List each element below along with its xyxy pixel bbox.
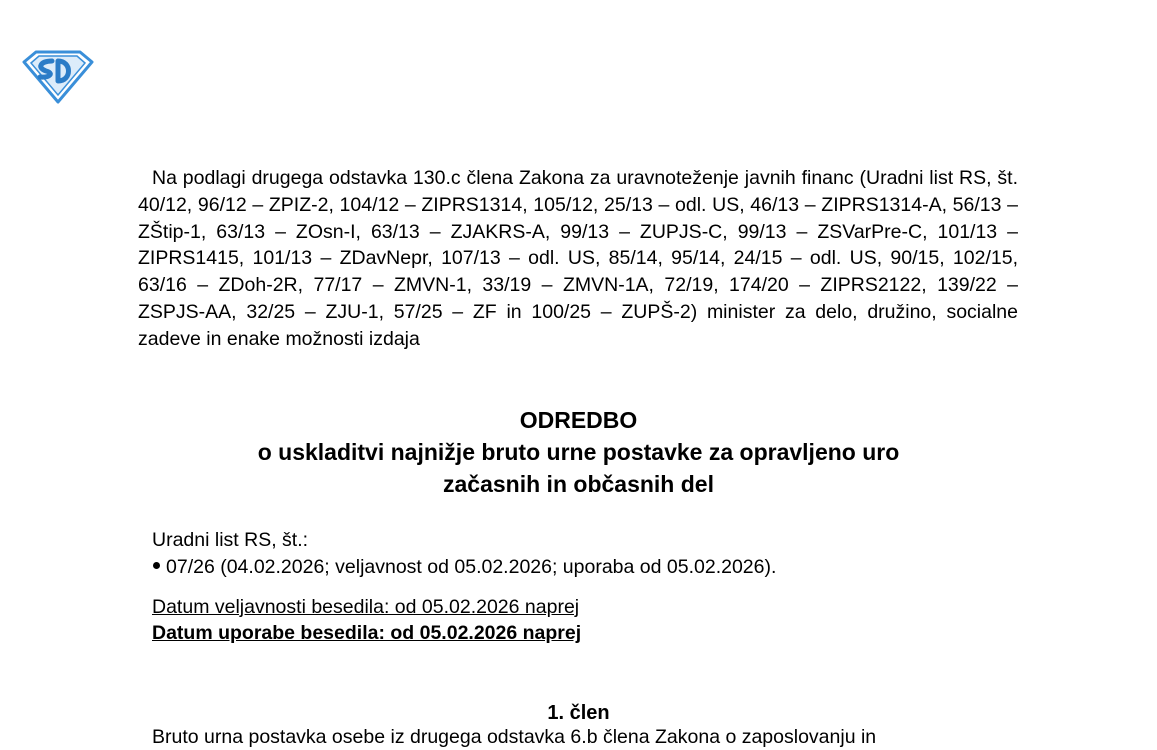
document-title <box>0 404 1157 500</box>
sd-shield-logo-icon <box>22 50 94 104</box>
gazette-entry-text: 07/26 (04.02.2026; veljavnost od 05.02.2026; uporaba od 05.02.2026). <box>166 556 777 578</box>
article-heading: 1. člen <box>547 702 610 724</box>
title-line-1: ODREDBO <box>519 407 638 433</box>
intro-paragraph: Na podlagi drugega odstavka 130.c člena Zakona za uravnoteženje javnih financ (Uradni list RS, št. 40/12, 96/12 – ZPIZ-2, 104/12 – ZIPRS1314, 105/12, 25/13 – odl. US, 46/13 – ZIPRS1314-A, 56/13 – ZŠtip-1, 63/13 – ZOsn-I, 63/13 – ZJAKRS-A, 99/13 – ZUPJS-C, 99/13 – ZSVarPre-C, 101/13 – ZIPRS1415, 101/13 – ZDavNepr, 107/13 – odl. US, 85/14, 95/14, 24/15 – odl. US, 90/15, 102/15, 63/16 – ZDoh-2R, 77/17 – ZMVN-1, 33/19 – ZMVN-1A, 72/19, 174/20 – ZIPRS2122, 139/22 – ZSPJS-AA, 32/25 – ZJU-1, 57/25 – ZF in 100/25 – ZUPŠ-2) minister za delo, družino, socialne zadeve in enake možnosti izdaja <box>138 167 1018 350</box>
validity-date: Datum veljavnosti besedila: od 05.02.2026 naprej <box>152 596 580 618</box>
application-date: Datum uporabe besedila: od 05.02.2026 naprej <box>152 622 582 644</box>
gazette-entry <box>152 554 776 581</box>
title-line-3: začasnih in občasnih del <box>443 471 714 497</box>
title-line-2: o uskladitvi najnižje bruto urne postavke za opravljeno uro <box>257 439 900 465</box>
gazette-label: Uradni list RS, št.: <box>152 529 309 551</box>
bullet-icon <box>153 562 160 569</box>
article-text: Bruto urna postavka osebe iz drugega odstavka 6.b člena Zakona o zaposlovanju in <box>152 726 877 748</box>
